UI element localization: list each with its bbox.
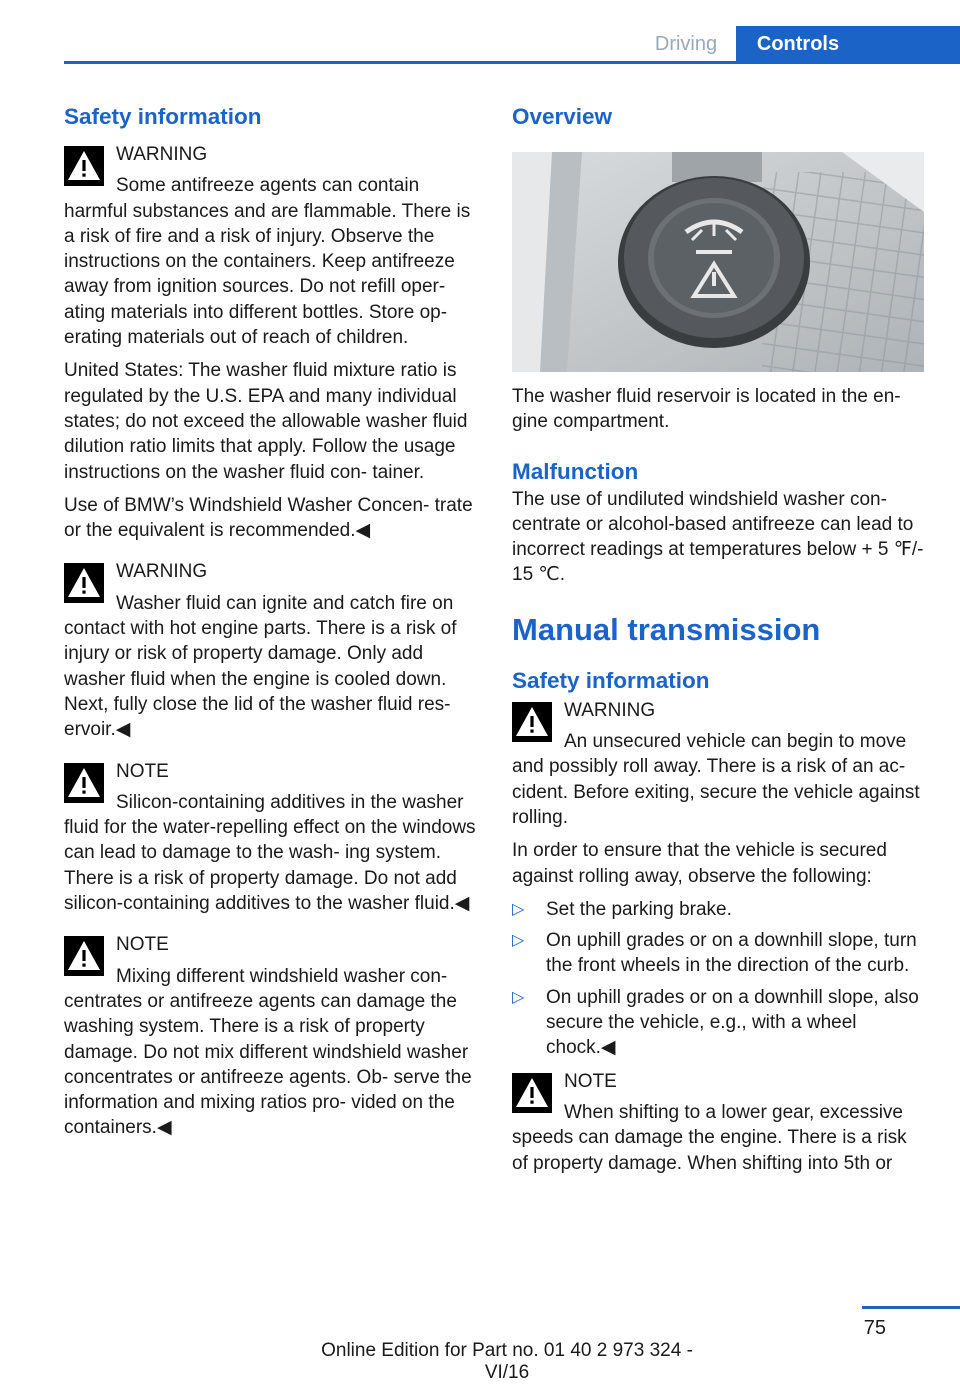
notice-label: WARNING (116, 144, 208, 165)
securing-steps-list (512, 897, 924, 1061)
notice-label: WARNING (116, 561, 208, 583)
list-item (512, 985, 924, 1061)
list-item-text: On uphill grades or on a downhill slope, turn the front wheels in the direction of the curb. (546, 930, 917, 977)
warning-notice-antifreeze (64, 142, 478, 350)
warning-triangle-icon (64, 146, 104, 186)
warning-triangle-icon (512, 702, 552, 742)
notice-label: NOTE (564, 1070, 617, 1092)
overview-heading: Overview (512, 104, 613, 129)
safety-info-heading-2: Safety information (512, 667, 710, 693)
left-column (64, 100, 478, 1149)
notice-text: Washer fluid can ignite and catch fire on contact with hot engine parts. There is a risk of injury or risk of property damage. Only add washer fluid when the engine is cooled down. Next, fully close the lid of the washer fluid res‐ ervoir.◀ (64, 592, 457, 741)
warning-triangle-icon (64, 563, 104, 603)
manual-transmission-heading: Manual transmission (512, 611, 821, 647)
malfunction-heading: Malfunction (512, 458, 639, 484)
warning-triangle-icon (512, 1073, 552, 1113)
page-number: 75 (863, 1317, 886, 1339)
notice-label: NOTE (116, 760, 169, 782)
triangle-bullet-icon: ▷ (512, 932, 525, 950)
warning-triangle-icon (64, 936, 104, 976)
header-tab-fill (860, 26, 960, 62)
paragraph-bmw-concentrate: Use of BMW’s Windshield Washer Concen‐ trate or the equivalent is recommended.◀ (64, 494, 473, 542)
triangle-bullet-icon: ▷ (512, 900, 525, 918)
list-item-text: Set the parking brake. (546, 898, 732, 920)
warning-triangle-icon (64, 763, 104, 803)
malfunction-text: The use of undiluted windshield washer con‐ centrate or alcohol-based antifreeze can lead to incorrect readings at temperatures below + 5 ℉/- 15 ℃. (512, 488, 924, 586)
list-item-text: On uphill grades or on a downhill slope, also secure the vehicle, e.g., with a wheel chock.◀ (546, 986, 919, 1059)
list-item (512, 897, 924, 922)
overview-text: The washer fluid reservoir is located in the en‐ gine compartment. (512, 386, 901, 433)
header-tab-driving: Driving (654, 33, 718, 55)
list-item (512, 928, 924, 979)
notice-text: Some antifreeze agents can contain harmful substances and are flammable. There is a risk of fire and a risk of injury. Observe the instructions on the containers. Keep antifreeze away from ignition sources. Do not refill oper‐ ating materials into different bottles. Store op‐ erating materials out of reach of children. (64, 175, 471, 349)
warning-notice-unsecured-vehicle (512, 698, 924, 830)
washer-fluid-reservoir-photo (512, 152, 924, 372)
notice-label: WARNING (564, 699, 656, 721)
paragraph-us-regulation: United States: The washer fluid mixture ratio is regulated by the U.S. EPA and many individual states; do not exceed the allowable washer fluid dilution ratio limits that apply. Follow the usage instructions on the washer fluid con‐ tainer. (64, 360, 468, 483)
header-rule (64, 61, 960, 64)
notice-label: NOTE (116, 934, 169, 956)
paragraph-ensure-secured: In order to ensure that the vehicle is secured against rolling away, observe the following: (512, 840, 887, 887)
washer-fluid-reservoir-cap-icon (512, 152, 924, 372)
note-notice-mixing (64, 932, 478, 1140)
footer-rule (862, 1306, 960, 1309)
triangle-bullet-icon: ▷ (512, 988, 525, 1006)
right-column (512, 100, 924, 1184)
header-tab-controls: Controls (736, 26, 860, 62)
notice-text: Silicon-containing additives in the washer fluid for the water-repelling effect on the windows can lead to damage to the wash‐ ing system. There is a risk of property damage. Do not add silicon-containing additives to the washer fluid.◀ (64, 791, 476, 915)
warning-notice-washer-fluid (64, 559, 478, 742)
safety-info-heading: Safety information (64, 104, 262, 129)
notice-text: An unsecured vehicle can begin to move and possibly roll away. There is a risk of an ac‐ cident. Before exiting, secure the vehicle against rolling. (512, 731, 920, 828)
notice-text: Mixing different windshield washer con‐ centrates or antifreeze agents can damage the washing system. There is a risk of property damage. Do not mix different windshield washer concentrates or antifreeze agents. Ob‐ serve the information and mixing ratios pro‐ vided on the containers.◀ (64, 965, 472, 1139)
note-notice-shifting (512, 1069, 924, 1176)
note-notice-silicon (64, 759, 478, 917)
notice-text: When shifting to a lower gear, excessive speeds can damage the engine. There is a risk of property damage. When shifting into 5th or (512, 1101, 907, 1174)
edition-footer: Online Edition for Part no. 01 40 2 973 324 - VI/16 (321, 1340, 693, 1383)
